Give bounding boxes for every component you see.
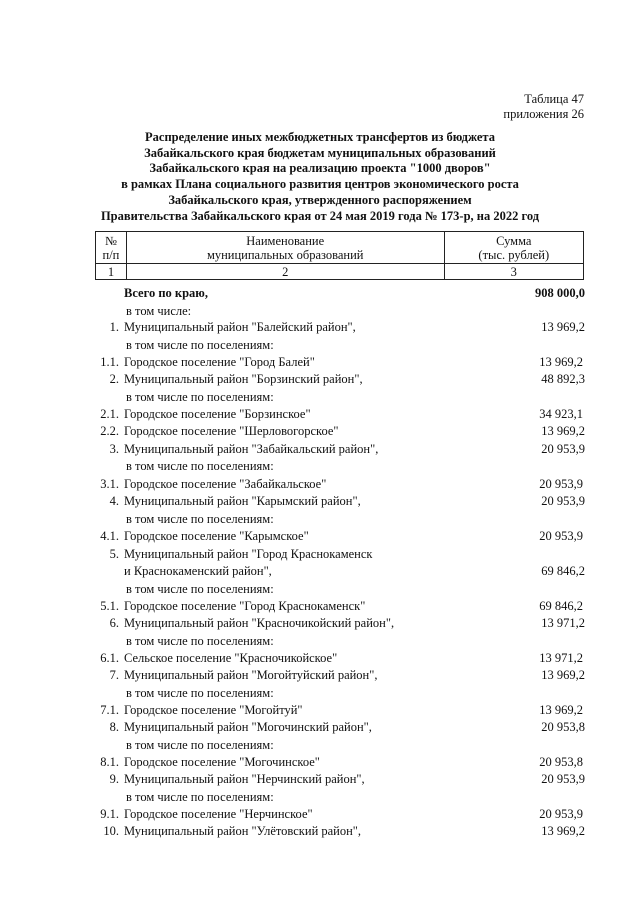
row-sum: 13 969,2 [541,824,585,838]
row-number: 8. [109,720,119,734]
row-sum: 13 971,2 [541,616,585,630]
row-sum: 20 953,9 [541,772,585,786]
subheading-label: в том числе по поселениям: [126,634,274,648]
row-sum: 13 971,2 [539,651,583,665]
row-number: 5. [109,547,119,561]
municipality-name: Муниципальный район "Нерчинский район", [124,772,365,786]
column-index-3: 3 [444,264,583,280]
table-number: Таблица 47 [524,92,584,106]
subheading-label: в том числе по поселениям: [126,390,274,404]
row-number: 1.1. [100,355,119,369]
row-number: 9. [109,772,119,786]
municipality-name: Муниципальный район "Балейский район", [124,320,356,334]
row-number: 2.1. [100,407,119,421]
row-sum: 34 923,1 [539,407,583,421]
municipality-name: Городское поселение "Город Балей" [124,355,315,369]
total-sum: 908 000,0 [535,286,585,300]
municipality-name: Городское поселение "Могойтуй" [124,703,303,717]
municipality-name: Городское поселение "Карымское" [124,529,309,543]
row-number: 2. [109,372,119,386]
subheading-label: в том числе по поселениям: [126,459,274,473]
header-cell-number: № п/п [96,232,127,264]
row-sum: 20 953,8 [539,755,583,769]
subheading-label: в том числе по поселениям: [126,790,274,804]
municipality-name: Муниципальный район "Забайкальский район", [124,442,379,456]
title-line: Забайкальского края на реализацию проекта "1000 дворов" [149,161,491,176]
header-cell-sum: Сумма (тыс. рублей) [444,232,583,264]
row-sum: 69 846,2 [539,599,583,613]
municipality-name: Сельское поселение "Красночикойское" [124,651,338,665]
title-line: Правительства Забайкальского края от 24 мая 2019 года № 173-р, на 2022 год [100,208,540,223]
title-line: Забайкальского края, утвержденного распоряжением [168,192,472,207]
subheading-label: в том числе по поселениям: [126,582,274,596]
row-sum: 13 969,2 [541,424,585,438]
title-line: Забайкальского края бюджетам муниципальных образований [144,145,496,160]
row-number: 9.1. [100,807,119,821]
appendix-number: приложения 26 [503,107,584,121]
row-number: 1. [109,320,119,334]
municipality-name: и Краснокаменский район", [124,564,272,578]
column-index-1: 1 [96,264,127,280]
title-line: в рамках Плана социального развития центров экономического роста [121,177,519,192]
municipality-name: Городское поселение "Борзинское" [124,407,311,421]
row-number: 6.1. [100,651,119,665]
document-title [0,130,640,224]
row-sum: 20 953,9 [539,477,583,491]
row-sum: 13 969,2 [541,668,585,682]
municipality-name: Городское поселение "Могочинское" [124,755,320,769]
municipality-name: Муниципальный район "Карымский район", [124,494,361,508]
row-number: 3.1. [100,477,119,491]
subheading-label: в том числе по поселениям: [126,738,274,752]
row-number: 7.1. [100,703,119,717]
subheading-label: в том числе по поселениям: [126,338,274,352]
row-number: 8.1. [100,755,119,769]
subheading-label: в том числе по поселениям: [126,686,274,700]
municipality-name: Муниципальный район "Могочинский район", [124,720,372,734]
row-number: 5.1. [100,599,119,613]
row-number: 4. [109,494,119,508]
row-sum: 13 969,2 [539,703,583,717]
row-sum: 20 953,9 [539,529,583,543]
row-sum: 20 953,9 [539,807,583,821]
row-sum: 69 846,2 [541,564,585,578]
row-number: 7. [109,668,119,682]
municipality-name: Муниципальный район "Красночикойский район", [124,616,395,630]
row-number: 6. [109,616,119,630]
row-sum: 20 953,9 [541,494,585,508]
municipality-name: Муниципальный район "Борзинский район", [124,372,363,386]
municipality-name: Городское поселение "Город Краснокаменск" [124,599,366,613]
row-sum: 20 953,8 [541,720,585,734]
row-sum: 13 969,2 [539,355,583,369]
subheading-label: в том числе по поселениям: [126,512,274,526]
municipality-name: Муниципальный район "Могойтуйский район", [124,668,378,682]
table-reference [503,92,584,122]
row-number: 3. [109,442,119,456]
row-number: 4.1. [100,529,119,543]
row-sum: 48 892,3 [541,372,585,386]
row-sum: 13 969,2 [541,320,585,334]
municipality-name: Городское поселение "Нерчинское" [124,807,313,821]
header-cell-name: Наименование муниципальных образований [126,232,444,264]
table-header [95,231,584,280]
row-sum: 20 953,9 [541,442,585,456]
municipality-name: Городское поселение "Забайкальское" [124,477,327,491]
row-number: 2.2. [100,424,119,438]
municipality-name: Муниципальный район "Улётовский район", [124,824,362,838]
municipality-name: Муниципальный район "Город Краснокаменск [124,547,373,561]
municipality-name: Городское поселение "Шерловогорское" [124,424,339,438]
subheading-label: в том числе: [126,304,192,318]
total-label: Всего по краю, [124,286,208,300]
column-index-2: 2 [126,264,444,280]
row-number: 10. [103,824,119,838]
title-line: Распределение иных межбюджетных трансфертов из бюджета [145,130,495,144]
